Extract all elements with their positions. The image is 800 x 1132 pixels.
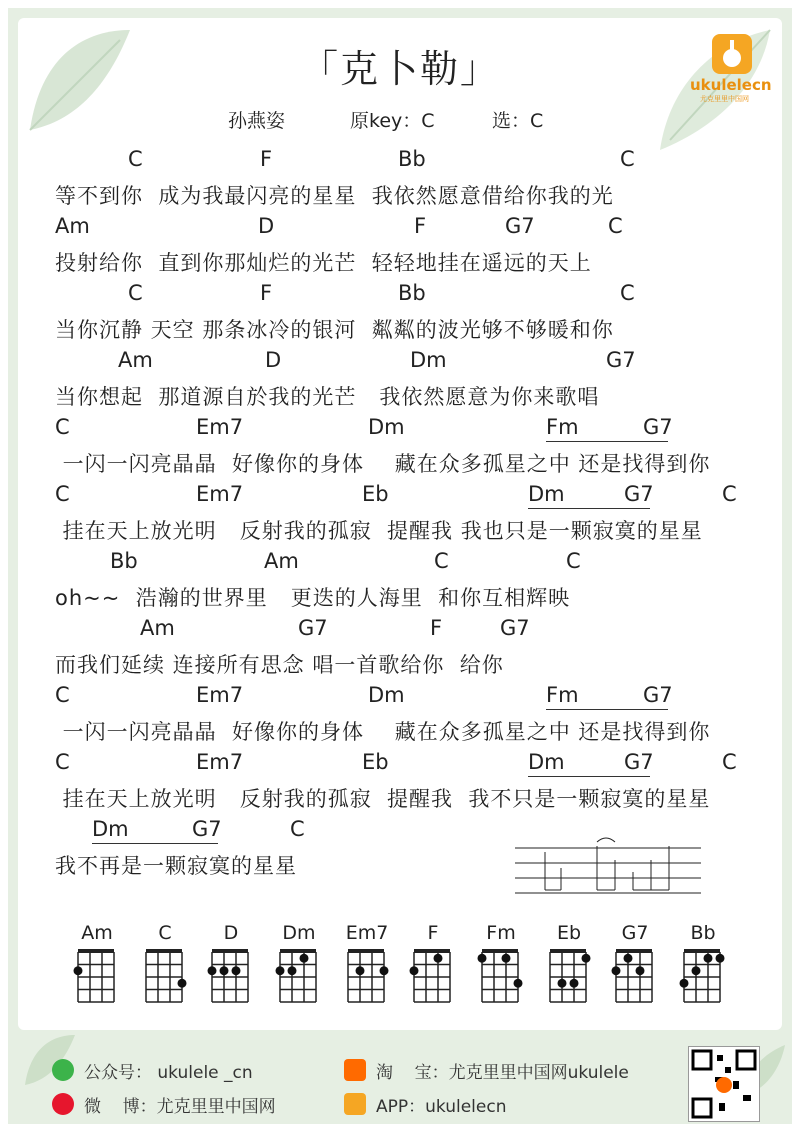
chord-label: C: [620, 147, 635, 171]
finger-dot: [220, 966, 229, 975]
chord-diagram-grid: [544, 948, 594, 1006]
finger-dot: [558, 979, 567, 988]
chord-diagram-grid: [408, 948, 458, 1006]
chord-label: C: [55, 683, 70, 707]
chord-diagram: [274, 922, 324, 1010]
chord-label: Dm: [368, 415, 405, 439]
strum-pattern: [515, 832, 705, 902]
taobao-icon: [344, 1059, 366, 1081]
chord-label: F: [260, 147, 273, 171]
chord-label: Em7: [196, 415, 244, 439]
chord-diagram-name: Em7: [345, 922, 389, 944]
chord-diagram-name: Eb: [556, 922, 582, 944]
finger-dot: [288, 966, 297, 975]
finger-dot: [624, 954, 633, 963]
chord-diagram-grid: [140, 948, 190, 1006]
finger-dot: [636, 966, 645, 975]
chord-label: Bb: [110, 549, 138, 573]
chord-diagram-name: Bb: [690, 922, 716, 944]
chord-label: C: [608, 214, 623, 238]
chord-underline: [546, 709, 668, 710]
chord-label: G7: [500, 616, 530, 640]
chord-label: C: [55, 415, 70, 439]
chord-label: D: [258, 214, 275, 238]
wechat-icon: [52, 1059, 74, 1081]
chord-label: C: [620, 281, 635, 305]
chord-diagram-name: C: [158, 922, 172, 944]
chord-label: Eb: [362, 750, 389, 774]
chord-diagram-name: F: [427, 922, 439, 944]
finger-dot: [478, 954, 487, 963]
chord-label: Dm: [410, 348, 447, 372]
finger-dot: [178, 979, 187, 988]
lyric-line: 而我们延续 连接所有思念 唱一首歌给你 给你: [55, 653, 504, 677]
footer-weibo: 微 博：尤克里里中国网: [84, 1097, 276, 1117]
finger-dot: [232, 966, 241, 975]
chord-diagram-grid: [678, 948, 728, 1006]
chord-label: C: [128, 281, 143, 305]
chord-label: C: [128, 147, 143, 171]
chord-label: G7: [192, 817, 222, 841]
leaf-decoration-bottom-left: [20, 1030, 80, 1090]
finger-dot: [410, 966, 419, 975]
chord-diagram-grid: [72, 948, 122, 1006]
chord-diagram: [206, 922, 256, 1010]
finger-dot: [208, 966, 217, 975]
finger-dot: [502, 954, 511, 963]
chord-label: Dm: [368, 683, 405, 707]
lyric-line: 等不到你 成为我最闪亮的星星 我依然愿意借给你我的光: [55, 184, 614, 208]
chord-label: Fm: [546, 415, 579, 439]
finger-dot: [570, 979, 579, 988]
chord-label: F: [260, 281, 273, 305]
chord-diagram: [544, 922, 594, 1010]
lyric-line: 挂在天上放光明 反射我的孤寂 提醒我 我也只是一颗寂寞的星星: [55, 519, 703, 543]
chord-diagram-grid: [206, 948, 256, 1006]
chord-diagram: [140, 922, 190, 1010]
footer-app: APP：ukulelecn: [376, 1097, 507, 1117]
finger-dot: [716, 954, 725, 963]
chord-label: Em7: [196, 683, 244, 707]
chord-label: Dm: [528, 750, 565, 774]
finger-dot: [276, 966, 285, 975]
chord-diagram: [342, 922, 392, 1010]
finger-dot: [300, 954, 309, 963]
chord-diagram-name: Fm: [486, 922, 516, 944]
chord-diagram-name: D: [223, 922, 239, 944]
chord-diagram: [678, 922, 728, 1010]
chord-label: Dm: [92, 817, 129, 841]
selected-key: 选：C: [492, 110, 544, 132]
lyric-line: 投射给你 直到你那灿烂的光芒 轻轻地挂在遥远的天上: [55, 251, 592, 275]
chord-diagram-name: Dm: [282, 922, 316, 944]
chord-label: G7: [643, 683, 673, 707]
chord-label: Em7: [196, 482, 244, 506]
lyric-line: 一闪一闪亮晶晶 好像你的身体 藏在众多孤星之中 还是找得到你: [55, 452, 711, 476]
song-title: 「克卜勒」: [299, 47, 500, 91]
chord-diagram-grid: [342, 948, 392, 1006]
chord-label: Am: [55, 214, 90, 238]
chord-label: Dm: [528, 482, 565, 506]
app-icon: [344, 1093, 366, 1115]
logo-subtext: 尤克里里中国网: [700, 95, 749, 103]
chord-label: Fm: [546, 683, 579, 707]
chord-underline: [92, 843, 218, 844]
chord-label: Em7: [196, 750, 244, 774]
chord-label: F: [430, 616, 443, 640]
chord-label: C: [55, 750, 70, 774]
finger-dot: [692, 966, 701, 975]
chord-diagram-name: Am: [81, 922, 113, 944]
chord-label: C: [722, 750, 737, 774]
lyric-line: 当你沉静 天空 那条冰冷的银河 粼粼的波光够不够暖和你: [55, 318, 614, 342]
chord-label: G7: [298, 616, 328, 640]
chord-label: F: [414, 214, 427, 238]
qr-code: [688, 1046, 760, 1122]
original-key: 原key：C: [350, 110, 435, 132]
chord-diagram: [610, 922, 660, 1010]
finger-dot: [74, 966, 83, 975]
chord-label: Bb: [398, 281, 426, 305]
chord-diagram: [408, 922, 458, 1010]
logo-text: ukulelecn: [690, 76, 772, 94]
footer-taobao: 淘 宝：尤克里里中国网ukulele: [376, 1063, 629, 1083]
chord-label: Bb: [398, 147, 426, 171]
chord-diagram-grid: [610, 948, 660, 1006]
chord-label: Eb: [362, 482, 389, 506]
finger-dot: [356, 966, 365, 975]
chord-underline: [528, 776, 650, 777]
chord-diagram-name: G7: [621, 922, 649, 944]
lyric-line: oh~~ 浩瀚的世界里 更迭的人海里 和你互相辉映: [55, 586, 571, 610]
singer: 孙燕姿: [228, 110, 286, 132]
footer-wechat: 公众号： ukulele _cn: [84, 1063, 253, 1083]
chord-underline: [528, 508, 650, 509]
chord-diagram: [476, 922, 526, 1010]
finger-dot: [514, 979, 523, 988]
chord-label: C: [434, 549, 449, 573]
chord-label: C: [290, 817, 305, 841]
chord-label: D: [265, 348, 282, 372]
chord-label: Am: [264, 549, 299, 573]
chord-label: C: [55, 482, 70, 506]
chord-label: G7: [624, 750, 654, 774]
lyric-line: 当你想起 那道源自於我的光芒 我依然愿意为你来歌唱: [55, 385, 600, 409]
chord-label: G7: [624, 482, 654, 506]
finger-dot: [380, 966, 389, 975]
chord-label: Am: [140, 616, 175, 640]
lyric-line: 一闪一闪亮晶晶 好像你的身体 藏在众多孤星之中 还是找得到你: [55, 720, 711, 744]
finger-dot: [612, 966, 621, 975]
lyric-line: 挂在天上放光明 反射我的孤寂 提醒我 我不只是一颗寂寞的星星: [55, 787, 711, 811]
finger-dot: [434, 954, 443, 963]
chord-label: Am: [118, 348, 153, 372]
chord-label: G7: [606, 348, 636, 372]
chord-label: C: [566, 549, 581, 573]
chord-diagram-grid: [476, 948, 526, 1006]
lyric-line: 我不再是一颗寂寞的星星: [55, 854, 297, 878]
weibo-icon: [52, 1093, 74, 1115]
finger-dot: [704, 954, 713, 963]
chord-diagram-grid: [274, 948, 324, 1006]
finger-dot: [582, 954, 591, 963]
finger-dot: [680, 979, 689, 988]
chord-label: C: [722, 482, 737, 506]
chord-underline: [546, 441, 668, 442]
chord-label: G7: [505, 214, 535, 238]
ukulele-logo-icon: [712, 34, 752, 74]
chord-diagram: [72, 922, 122, 1010]
chord-label: G7: [643, 415, 673, 439]
